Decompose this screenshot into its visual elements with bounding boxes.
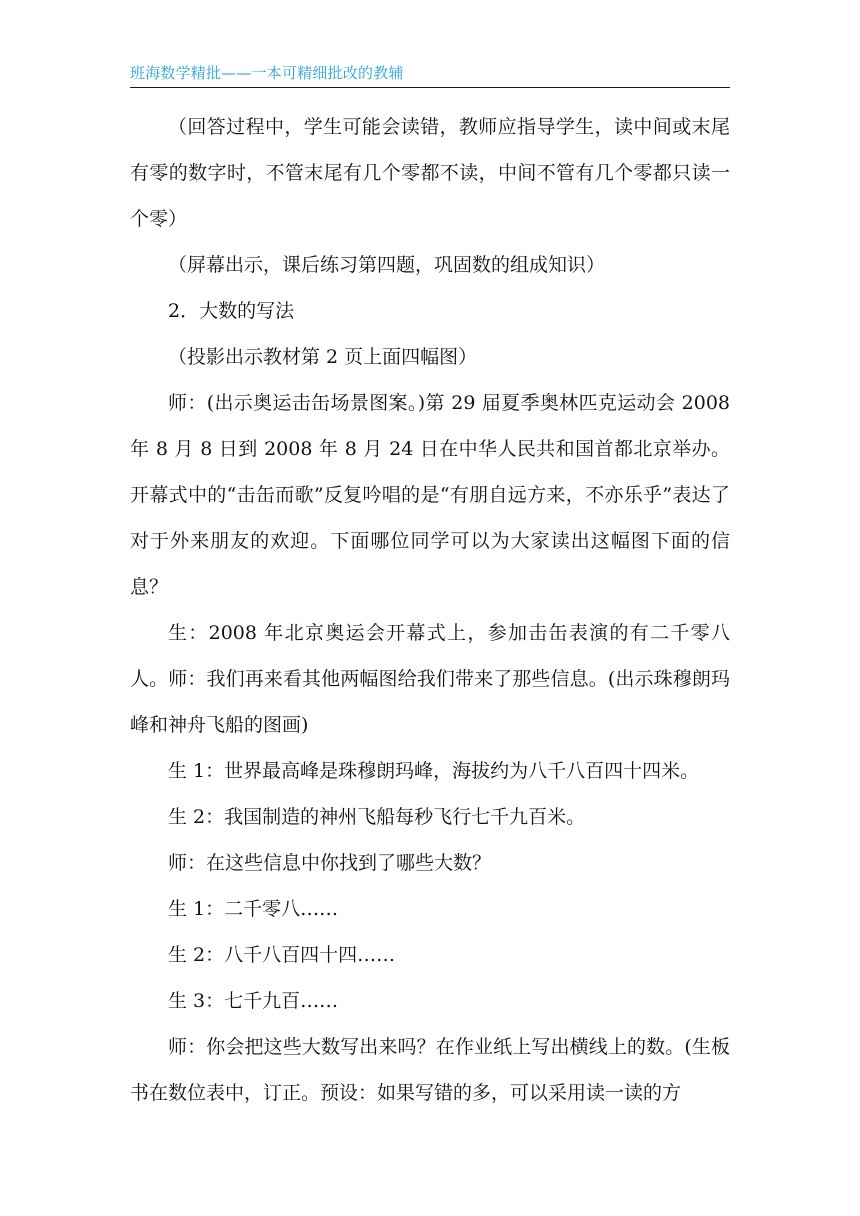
paragraph: 生 1：二千零八…… <box>168 898 339 920</box>
paragraph: 师：你会把这些大数写出来吗？在作业纸上写出横线上的数。(生板书在数位表中，订正。预设：如果写错的多，可以采用读一读的方 <box>130 1036 730 1104</box>
page-header <box>130 62 730 88</box>
paragraph: 师：(出示奥运击缶场景图案。)第 29 届夏季奥林匹克运动会 2008 年 8 月 8 日到 2008 年 8 月 24 日在中华人民共和国首都北京举办。开幕式中的“击缶而歌”反复吟唱的是“有朋自远方来，不亦乐乎”表达了对于外来朋友的欢迎。下面哪位同学可以为大家读出这幅图下面的信息？ <box>130 392 730 598</box>
header-title: 班海数学精批——一本可精细批改的教辅 <box>130 64 404 82</box>
paragraph: 生 2：我国制造的神州飞船每秒飞行七千九百米。 <box>168 806 586 828</box>
paragraph: （回答过程中，学生可能会读错，教师应指导学生，读中间或末尾有零的数字时，不管末尾有几个零都不读，中间不管有几个零都只读一个零） <box>130 116 730 230</box>
paragraph: （投影出示教材第 2 页上面四幅图） <box>168 346 478 368</box>
paragraph: 生 3：七千九百…… <box>168 990 339 1012</box>
paragraph: 生 2：八千八百四十四…… <box>168 944 396 966</box>
paragraph: 生 1：世界最高峰是珠穆朗玛峰，海拔约为八千八百四十四米。 <box>168 760 700 782</box>
paragraph: （屏幕出示，课后练习第四题，巩固数的组成知识） <box>168 254 606 276</box>
section-heading: 2．大数的写法 <box>168 300 295 322</box>
paragraph: 师：在这些信息中你找到了哪些大数？ <box>168 852 492 874</box>
paragraph: 生：2008 年北京奥运会开幕式上，参加击缶表演的有二千零八人。师：我们再来看其他两幅图给我们带来了那些信息。(出示珠穆朗玛峰和神舟飞船的图画) <box>130 622 730 736</box>
document-body <box>130 104 730 1116</box>
